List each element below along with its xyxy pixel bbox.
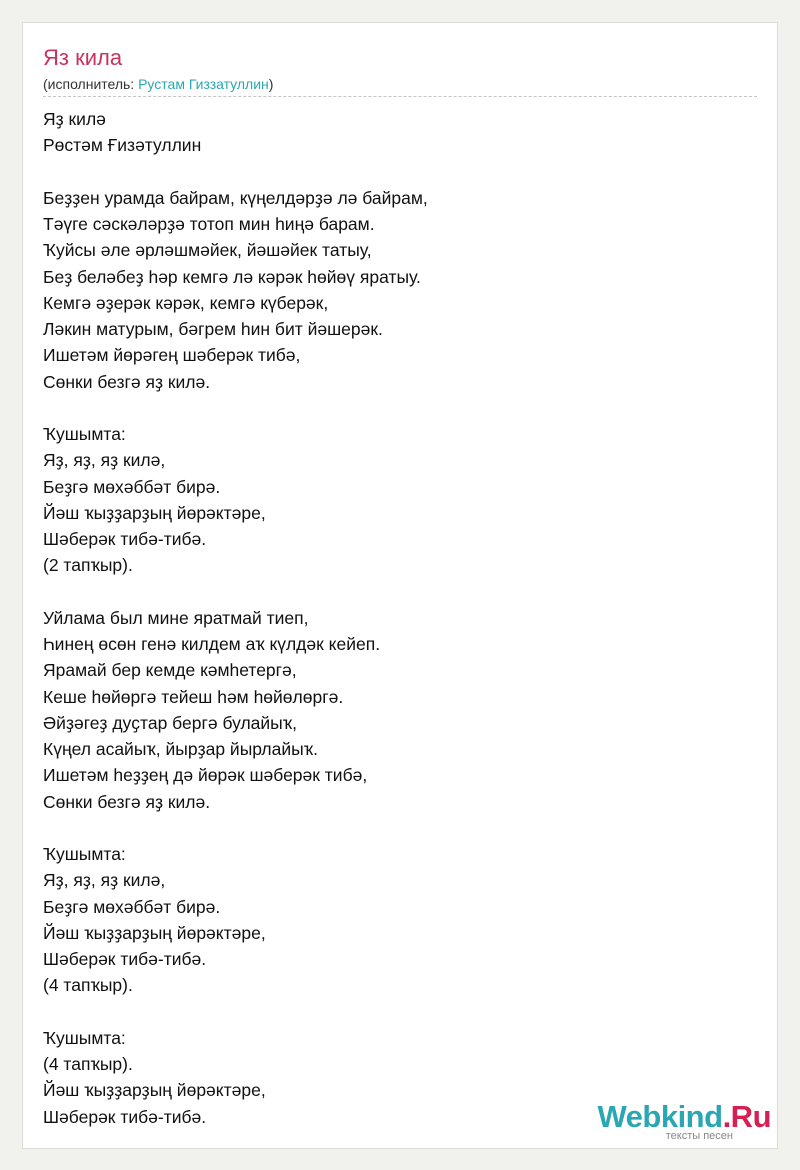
logo-tagline: тексты песен — [665, 1130, 733, 1142]
lyric-line: Шәберәк тибә-тибә. — [43, 949, 207, 969]
lyric-line: Уйлама был мине яратмай тиеп, — [43, 607, 309, 628]
lyric-line: (2 тапҡыр). — [43, 555, 133, 576]
lyric-line: Сөнки безгә яҙ килә. — [43, 371, 211, 392]
lyric-line: Беҙгә мөхәббәт бирә. — [43, 896, 221, 917]
lyric-line: Шәберәк тибә-тибә. — [43, 529, 207, 549]
logo-wordmark — [597, 1101, 771, 1133]
lyric-line: Яҙ, яҙ, яҙ килә, — [43, 870, 166, 891]
lyric-line: Ҡушымта: — [43, 424, 126, 444]
performer-label-open: (исполнитель: — [43, 76, 139, 92]
song-title: Яз кила — [43, 45, 123, 70]
lyric-line: Яҙ килә — [43, 109, 106, 129]
lyric-line: Ҡушымта: — [43, 1027, 126, 1048]
lyric-line: Сөнки безгә яҙ килә. — [43, 791, 211, 812]
lyric-line: Яҙ, яҙ, яҙ килә, — [43, 450, 166, 471]
lyric-line: Тәүге сәскәләрҙә тотоп мин һиңә барам. — [43, 214, 375, 234]
lyric-line: Йәш ҡыҙҙарҙың йөрәктәре, — [43, 922, 266, 943]
lyric-line: Йәш ҡыҙҙарҙың йөрәктәре, — [43, 502, 266, 523]
lyric-line: Кеше һөйөргә тейеш һәм һөйөлөргә. — [43, 686, 344, 707]
lyric-line: Беҙ беләбеҙ һәр кемгә лә кәрәк һөйөү яратыу. — [43, 266, 421, 287]
lyric-line: Ҡуйсы әле әрләшмәйек, йәшәйек татыу, — [43, 240, 372, 261]
lyric-line: Ишетәм һеҙҙең дә йөрәк шәберәк тибә, — [43, 765, 368, 786]
lyric-line: Һинең өсөн генә килдем аҡ күлдәк кейеп. — [43, 634, 381, 654]
lyric-line: Шәберәк тибә-тибә. — [43, 1106, 207, 1127]
lyric-line: Беҙҙен урамда байрам, күңелдәрҙә лә байрам, — [43, 187, 428, 208]
lyric-line — [43, 579, 743, 605]
lyric-line: (4 тапҡыр). — [43, 1054, 133, 1074]
site-logo[interactable] — [597, 1101, 771, 1142]
lyric-line: Ҡушымта: — [43, 844, 126, 864]
logo-word: Webkind — [597, 1099, 723, 1134]
lyric-line: Ишетәм йөрәгең шәберәк тибә, — [43, 345, 301, 366]
lyric-line — [43, 999, 743, 1025]
artist-link[interactable]: Рустам Гиззатуллин — [138, 76, 269, 92]
performer-label-close: ) — [268, 76, 274, 92]
lyric-line — [43, 815, 743, 841]
lyric-line — [43, 159, 743, 185]
performer-line — [43, 75, 273, 93]
logo-tld: .Ru — [722, 1099, 771, 1134]
lyric-line: Йәш ҡыҙҙарҙың йөрәктәре, — [43, 1080, 266, 1101]
lyric-line: Рөстәм Ғизәтуллин — [43, 135, 202, 156]
lyric-line: Әйҙәгеҙ дуҫтар бергә булайыҡ, — [43, 712, 297, 733]
lyric-line — [43, 395, 743, 421]
lyric-line: Кемгә әҙерәк кәрәк, кемгә күберәк, — [43, 292, 329, 313]
lyrics-card — [22, 22, 778, 1149]
lyric-line: Күңел асайыҡ, йырҙар йырлайыҡ. — [43, 739, 318, 759]
title-separator — [43, 96, 757, 97]
lyric-line: Беҙгә мөхәббәт бирә. — [43, 476, 221, 497]
lyric-line: Ләкин матурым, бәгрем һин бит йәшерәк. — [43, 319, 383, 339]
lyric-line: (4 тапҡыр). — [43, 975, 133, 996]
lyric-line: Ярамай бер кемде кәмһетергә, — [43, 660, 297, 681]
lyrics-text — [43, 106, 743, 1130]
